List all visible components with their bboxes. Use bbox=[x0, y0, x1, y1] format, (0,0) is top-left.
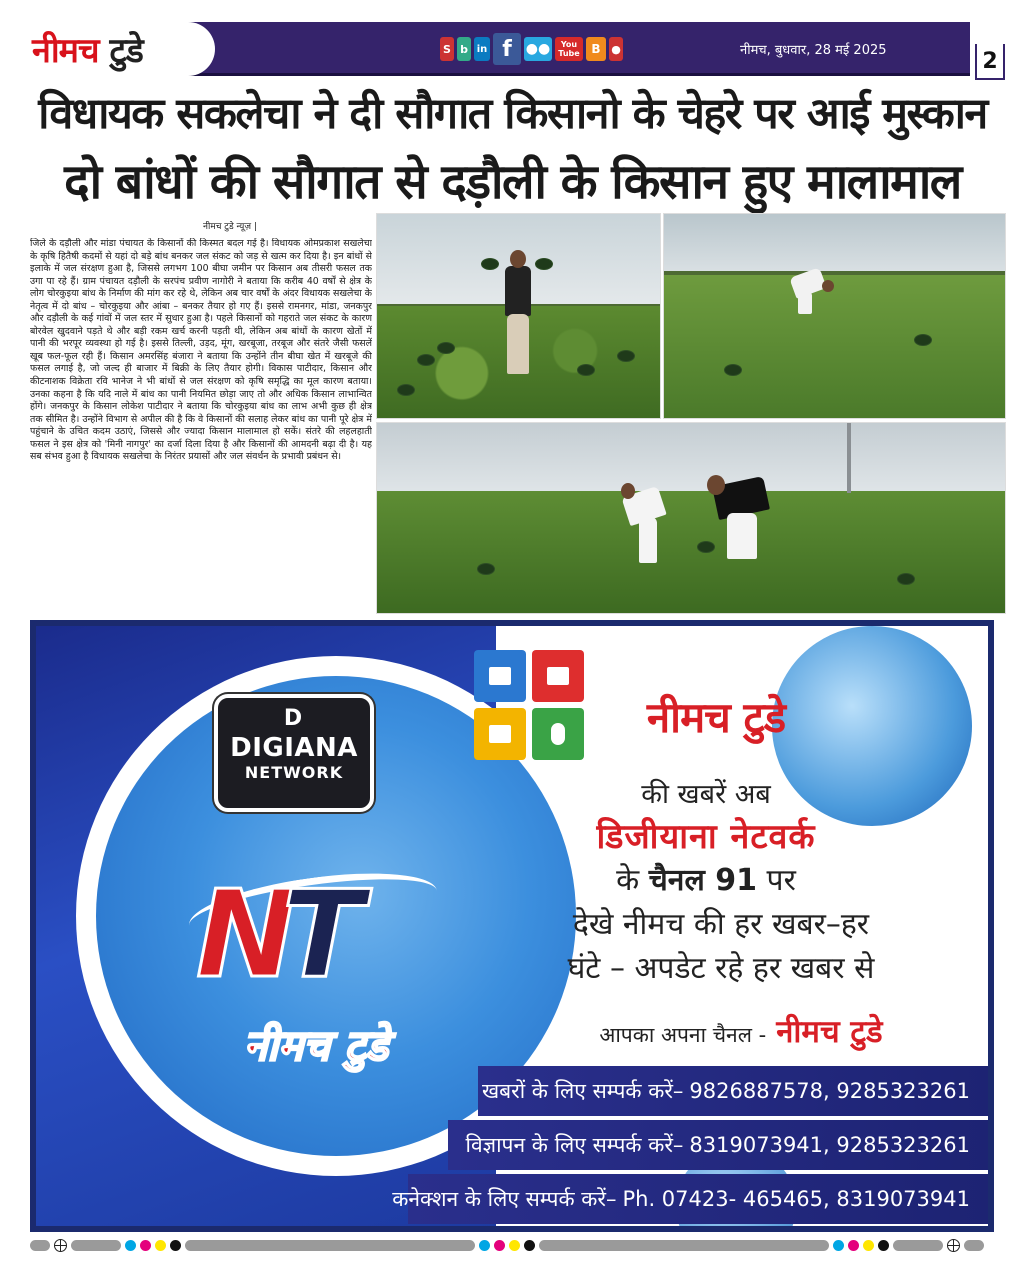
headline-secondary: दो बांधों की सौगात से दड़ौली के किसान हुए मालामाल bbox=[64, 154, 961, 210]
nt-logo-name: नीमच टुडे bbox=[243, 1021, 389, 1070]
cyan-swatch bbox=[125, 1240, 136, 1251]
registration-mark-icon bbox=[54, 1239, 67, 1252]
ad-channel-number: चैनल 91 bbox=[648, 863, 757, 898]
monitor-icon bbox=[532, 650, 584, 702]
ad-line-1: की खबरें अब bbox=[641, 779, 771, 810]
nt-logo-n: N bbox=[196, 866, 297, 1005]
ad-channel-tagline bbox=[506, 1010, 976, 1052]
contact-label: विज्ञापन के लिए सम्पर्क करें– bbox=[465, 1133, 684, 1157]
contact-connection[interactable] bbox=[392, 1174, 988, 1224]
logo-word-black: टुडे bbox=[109, 31, 143, 71]
ad-panel bbox=[36, 626, 988, 1226]
bebo-icon[interactable]: B bbox=[586, 37, 606, 61]
page-number: 2 bbox=[975, 44, 1005, 80]
blogger-icon[interactable]: b bbox=[457, 37, 471, 61]
nt-logo-t: T bbox=[282, 866, 364, 1005]
linkedin-icon[interactable]: in bbox=[474, 37, 490, 61]
misc-social-icon[interactable]: ● bbox=[609, 37, 623, 61]
ad-line-3-suffix: पर bbox=[766, 863, 796, 898]
contact-numbers[interactable]: 8319073941, 9285323261 bbox=[689, 1133, 970, 1157]
magenta-swatch bbox=[140, 1240, 151, 1251]
digiana-logo-icon: D bbox=[283, 706, 305, 731]
nt-logo bbox=[196, 866, 436, 1006]
photo-farmers-harvesting bbox=[376, 422, 1006, 614]
facebook-icon[interactable]: f bbox=[493, 33, 521, 65]
contact-numbers[interactable]: Ph. 07423- 465465, 8319073941 bbox=[622, 1187, 970, 1211]
power-tower bbox=[847, 423, 851, 493]
print-registration-strip bbox=[30, 1238, 994, 1252]
ad-line-2: डिजीयाना नेटवर्क bbox=[596, 817, 816, 857]
registration-mark-icon bbox=[947, 1239, 960, 1252]
channel-label: आपका अपना चैनल - bbox=[599, 1023, 767, 1047]
headline-primary: विधायक सकलेचा ने दी सौगात किसानो के चेहरे पर आई मुस्कान bbox=[38, 89, 987, 139]
ad-line-4: देखे नीमच की हर खबर–हर bbox=[572, 907, 870, 942]
tv-icon bbox=[474, 650, 526, 702]
contact-label: कनेक्शन के लिए सम्पर्क करें– bbox=[392, 1187, 617, 1211]
ad-line-3 bbox=[536, 858, 876, 899]
mouse-icon bbox=[532, 708, 584, 760]
advertisement[interactable] bbox=[30, 620, 994, 1232]
channel-name: नीमच टुडे bbox=[776, 1014, 883, 1050]
masthead bbox=[20, 22, 1005, 80]
slideshare-icon[interactable]: S bbox=[440, 37, 454, 61]
contact-news[interactable] bbox=[478, 1066, 988, 1116]
app-tiles-icon bbox=[474, 650, 586, 762]
ad-line-3-prefix: के bbox=[616, 863, 640, 898]
myspace-icon[interactable]: ●● bbox=[524, 37, 552, 61]
contact-numbers[interactable]: 9826887578, 9285323261 bbox=[689, 1079, 970, 1103]
photo-farmer-holding-melons bbox=[376, 213, 661, 419]
document-icon bbox=[474, 708, 526, 760]
photo-farmer-in-field bbox=[663, 213, 1006, 419]
digiana-network-label: NETWORK bbox=[244, 763, 344, 782]
article-body: जिले के दड़ौली और मांडा पंचायत के किसानों की किस्मत बदल गई है। विधायक ओमप्रकाश सखलेचा के कृषि हितैषी कदमों से यहां दो बड़े बांध बनकर जल संकट को जड़ से खत्म कर दिया है। इन बांधों से इलाके में जल संरक्षण हुआ है, जिससे लगभग 100 बीघा जमीन पर किसान अब तीसरी फसल तक उगा पा रहे हैं। ग्राम पंचायत दड़ौली के सरपंच प्रवीण नागोरी ने बताया कि करीब 40 वर्षों से क्षेत्र के लोग चोरकुइया बांध के निर्माण की मांग कर रहे थे, लेकिन अब चार वर्षों के अंदर विधायक सखलेचा के नेतृत्व में दो बांध – चोरकुइया और आंबा – बनकर तैयार हो गए हैं। इससे रामनगर, मांडा, जनकपुर और दड़ौली के कई गांवों में जल स्तर में सुधार हुआ है। पहले किसानों को गहराते जल संकट के कारण बोरवेल खुदवाने पड़ते थे और बड़ी रकम खर्च करनी पड़ती थी, लेकिन अब बांधों के कारण खेतों में पानी की भरपूर व्यवस्था हो गई है। इससे तिल्ली, उड़द, मूंग, खरबूजा, तरबूज और संतरे जैसी फसलें खूब फल-फूल रही हैं। किसान अमरसिंह बंजारा ने बताया कि उन्होंने तीन बीघा खेत में खरबूजे की फसल लगाई है, जो जल्द ही बाजार में बिक्री के लिए तैयार होगी। विकास पाटीदार, किसान और कीटनाशक विक्रेता रवि भानेज ने भी बांधों से जल संरक्षण को कृषि समृद्धि का मूल कारण बताया। उनका कहना है कि यदि नाले में बांध का पानी नियमित छोड़ा जाए तो और अधिक किसान लाभान्वित होंगे। जनकपुर के किसान लोकेश पाटीदार ने बताया कि चोरकुइया बांध का लाभ अभी कुछ ही क्षेत्र तक सीमित है। उन्होंने विभाग से अपील की है कि वे किसानों की सलाह लेकर बांध का पानी पूरे क्षेत्र में पहुंचाने के उचित कदम उठाएं, जिससे और ज्यादा किसान मालामाल हो सकें। संतरे की लहलहाती फसल ने इस क्षेत्र को 'मिनी नागपुर' का दर्जा दिला दिया है और किसानों की आमदनी बढ़ा दी है। यह सब संभव हुआ है विधायक सखलेचा के निरंतर प्रयासों और जल संवर्धन के प्रभावी प्रबंधन से। bbox=[30, 238, 372, 463]
digiana-network-logo bbox=[214, 694, 374, 812]
issue-date: नीमच, बुधवार, 28 मई 2025 bbox=[740, 43, 887, 58]
yellow-swatch bbox=[155, 1240, 166, 1251]
newspaper-logo[interactable] bbox=[20, 22, 215, 76]
youtube-icon[interactable]: You Tube bbox=[555, 37, 583, 61]
byline: नीमच टुडे न्यूज़ | bbox=[203, 222, 257, 232]
ad-line-5: घंटे – अपडेट रहे हर खबर से bbox=[567, 951, 875, 986]
digiana-name: DIGIANA bbox=[230, 733, 358, 763]
contact-label: खबरों के लिए सम्पर्क करें– bbox=[481, 1079, 684, 1103]
ad-brand-title: नीमच टुडे bbox=[646, 693, 786, 742]
contact-advertising[interactable] bbox=[448, 1120, 988, 1170]
black-swatch bbox=[170, 1240, 181, 1251]
social-icons bbox=[440, 32, 623, 66]
logo-word-red: नीमच bbox=[32, 31, 99, 71]
